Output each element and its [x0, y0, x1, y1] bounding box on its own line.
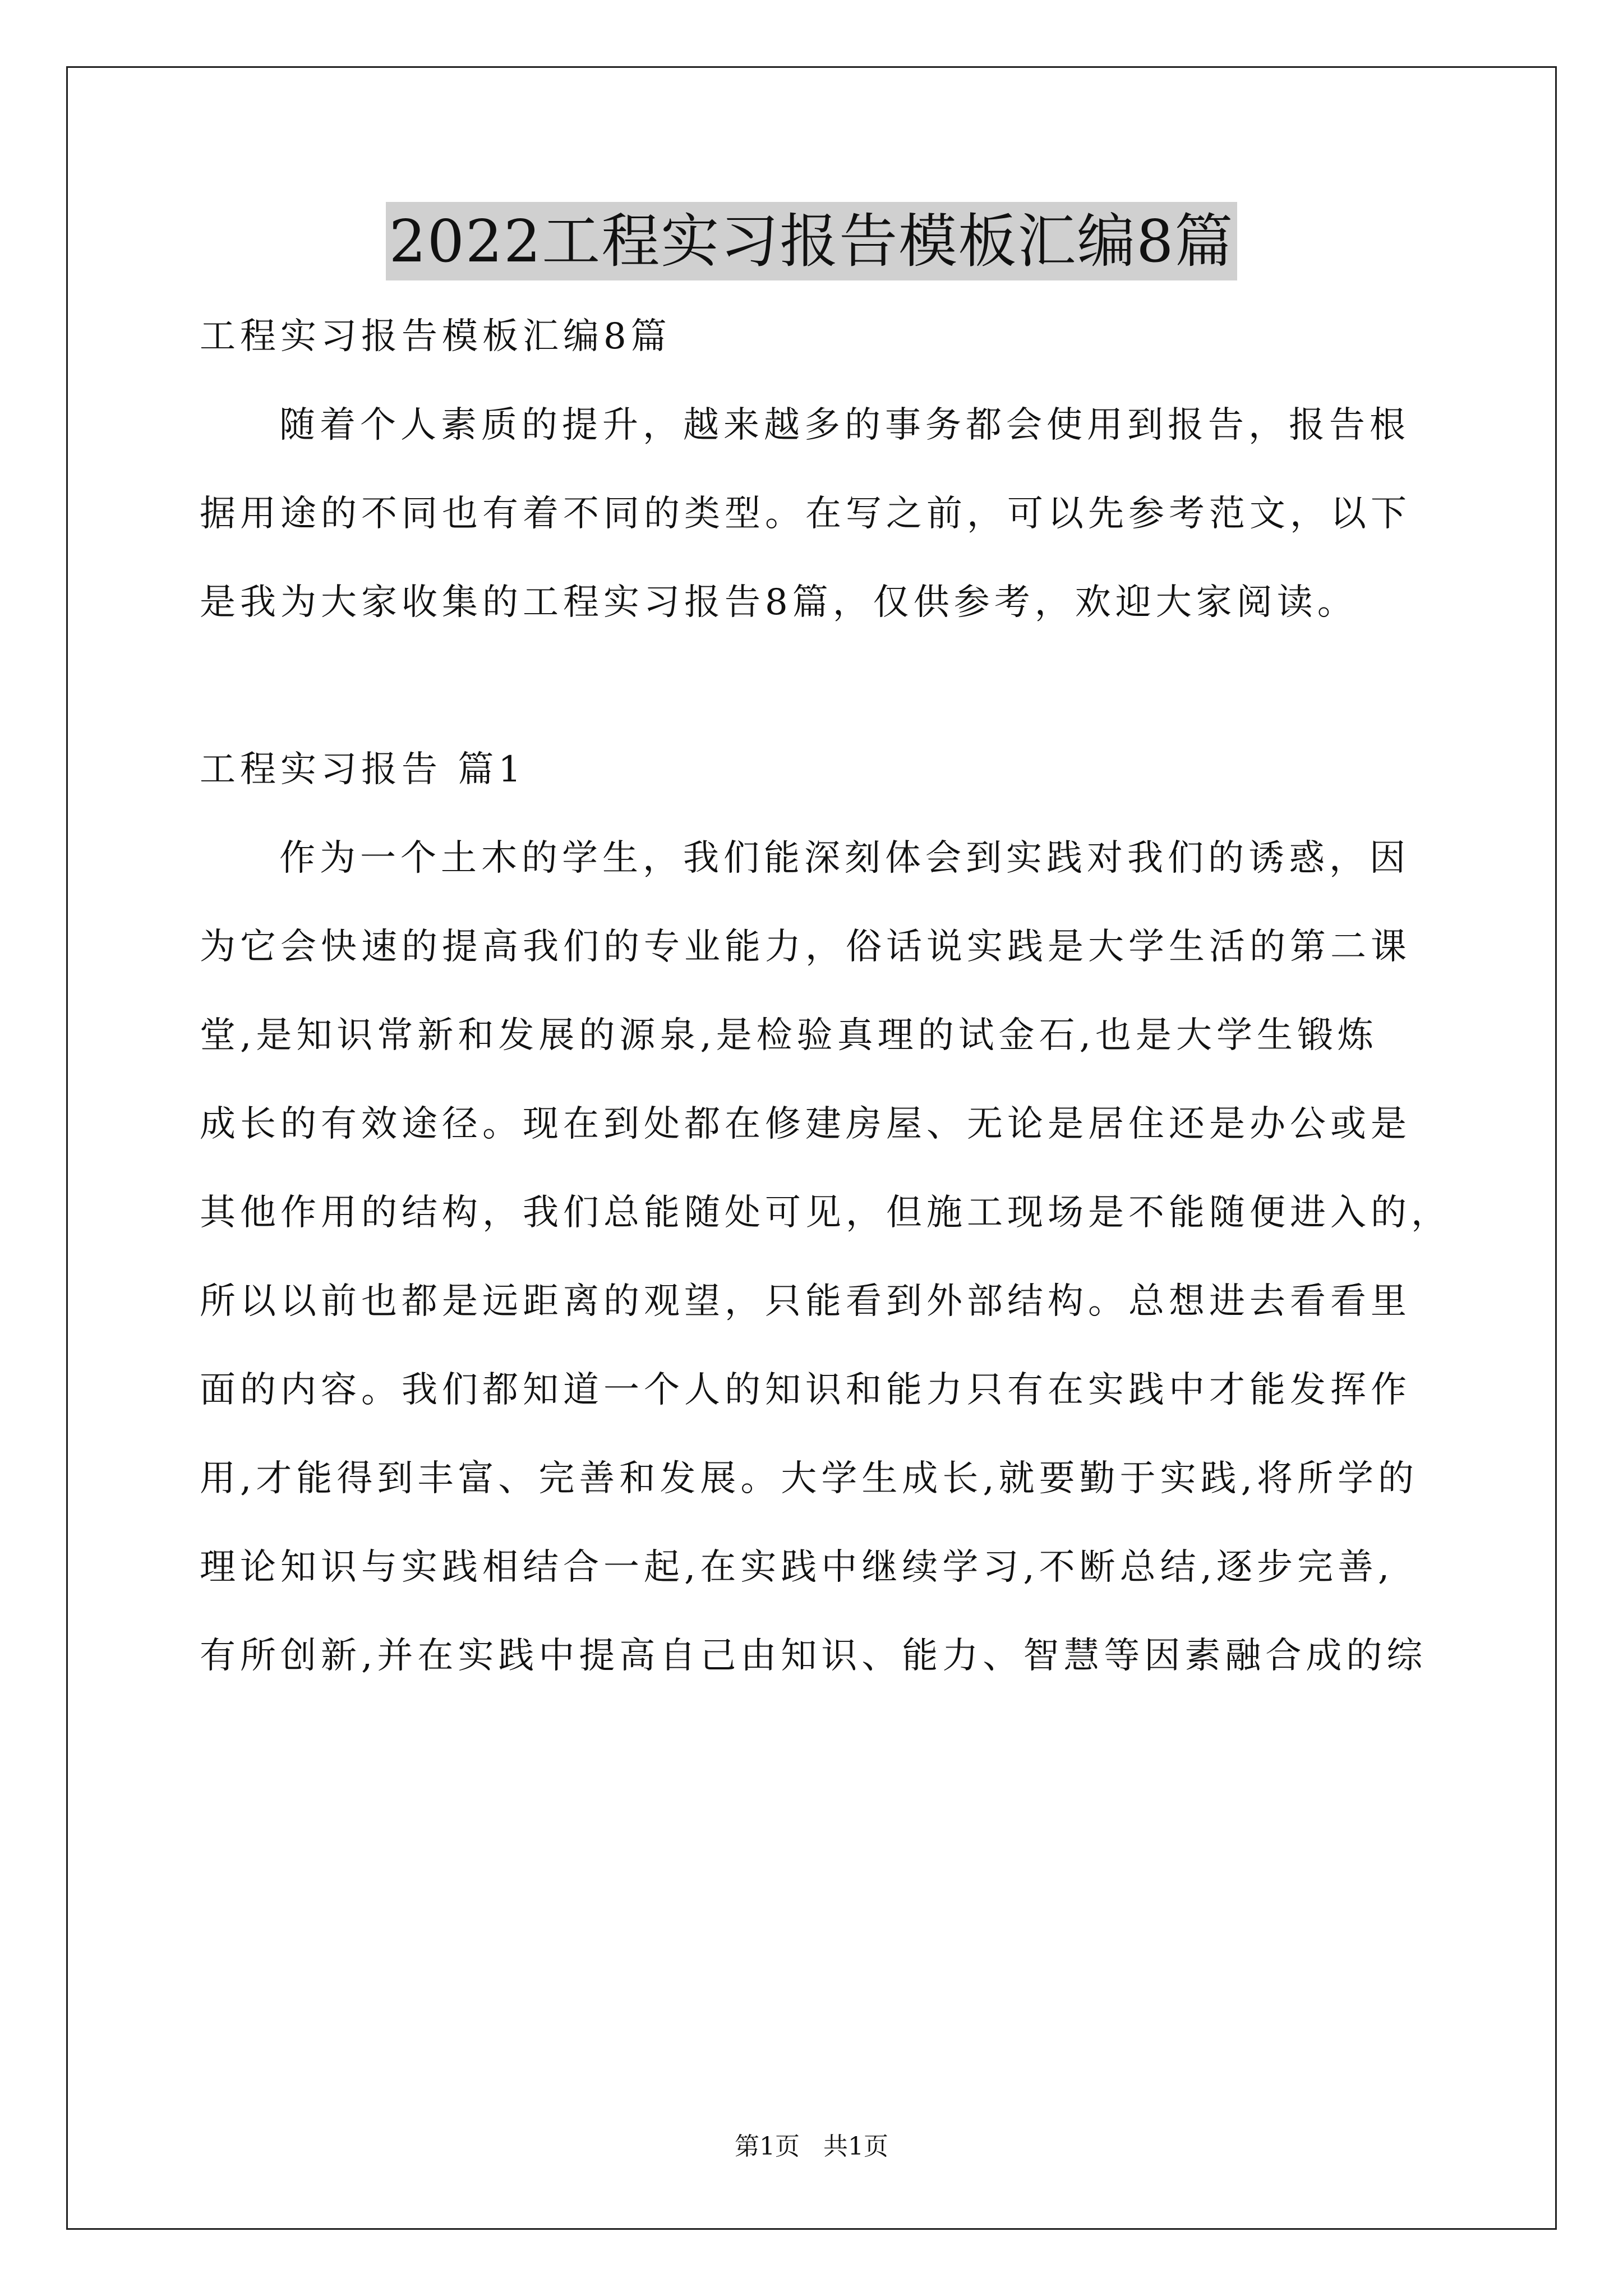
section-line-2: 为它会快速的提高我们的专业能力，俗话说实践是大学生活的第二课	[200, 926, 1411, 968]
section-line-8: 用,才能得到丰富、完善和发展。大学生成长,就要勤于实践,将所学的	[200, 1458, 1419, 1499]
title-container	[0, 202, 1623, 280]
page-number-total: 共1页	[823, 2132, 888, 2161]
intro-line-1: 随着个人素质的提升，越来越多的事务都会使用到报告，报告根	[279, 404, 1410, 446]
intro-line-2: 据用途的不同也有着不同的类型。在写之前，可以先参考范文，以下	[200, 493, 1411, 535]
section-line-4: 成长的有效途径。现在到处都在修建房屋、无论是居住还是办公或是	[200, 1103, 1411, 1145]
paragraph-gap	[200, 669, 1428, 747]
document-subtitle: 工程实习报告模板汇编8篇	[200, 316, 671, 357]
section-heading: 工程实习报告 篇1	[200, 749, 526, 790]
page-footer	[0, 2126, 1623, 2162]
section-line-7: 面的内容。我们都知道一个人的知识和能力只有在实践中才能发挥作	[200, 1369, 1411, 1411]
document-title: 2022工程实习报告模板汇编8篇	[386, 202, 1238, 280]
section-line-10: 有所创新,并在实践中提高自己由知识、能力、智慧等因素融合成的综	[200, 1635, 1427, 1677]
document-body	[200, 314, 1451, 1722]
section-line-1: 作为一个土木的学生，我们能深刻体会到实践对我们的诱惑，因	[279, 838, 1410, 879]
section-line-3: 堂,是知识常新和发展的源泉,是检验真理的试金石,也是大学生锻炼	[200, 1015, 1378, 1056]
section-line-5: 其他作用的结构，我们总能随处可见，但施工现场是不能随便进入的，	[200, 1192, 1451, 1234]
page-number-current: 第1页	[735, 2132, 800, 2161]
intro-line-3: 是我为大家收集的工程实习报告8篇，仅供参考，欢迎大家阅读。	[200, 582, 1358, 623]
section-line-9: 理论知识与实践相结合一起,在实践中继续学习,不断总结,逐步完善,	[200, 1547, 1394, 1588]
section-line-6: 所以以前也都是远距离的观望，只能看到外部结构。总想进去看看里	[200, 1281, 1411, 1322]
